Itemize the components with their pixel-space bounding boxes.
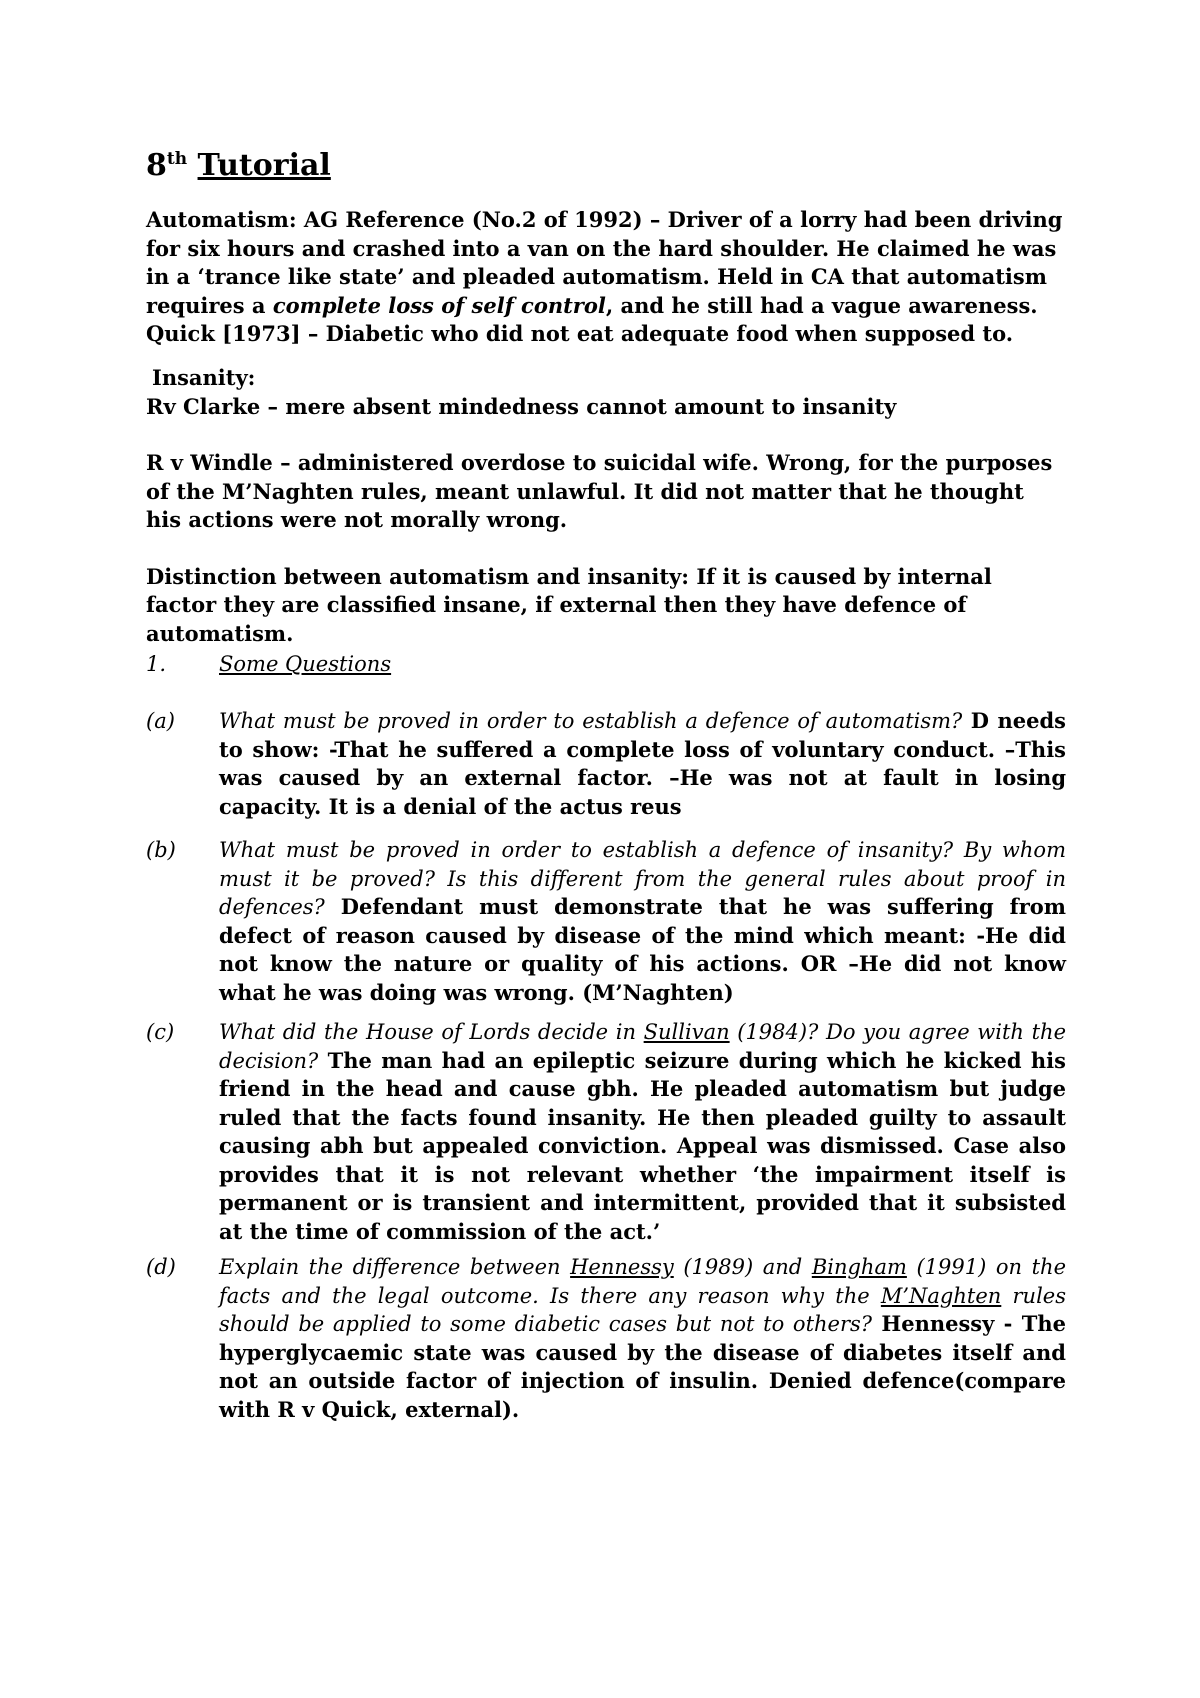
question-b-answer: Defendant must demonstrate that he was suffering from defect of reason caused by disease of the mind which meant: -He did not know the nature or quality of his actions. OR –He did not know what he was doing was wrong. (M’Naghten) [219, 894, 1066, 1005]
automatism-lead: Automatism: AG Reference (No.2 of 1992) – Driver of a lorry had been driving for six hours and crashed into a van on the hard shoulder. He claimed he was in a ‘trance like state’ and pleaded automatism. Held in CA that automatism requires a [146, 207, 1063, 318]
question-d-label: (d) [146, 1255, 176, 1279]
question-d-prompt-1: Explain the difference between [219, 1255, 571, 1279]
question-b-text [219, 836, 1066, 1007]
clarke-case: Rv Clarke – mere absent mindedness cannot amount to insanity [146, 393, 897, 419]
case-link-sullivan: Sullivan [643, 1020, 730, 1044]
question-d-answer: Hennessy - The hyperglycaemic state was caused by the disease of diabetes itself and not an outside factor of injection of insulin. Denied defence(compare with R v Quick, external). [219, 1311, 1066, 1422]
quick-case: Quick [1973] – Diabetic who did not eat adequate food when supposed to. [146, 321, 1014, 346]
question-c-text [219, 1018, 1066, 1246]
distinction-paragraph: Distinction between automatism and insanity: If it is caused by internal factor they are classified insane, if external then they have defence of automatism. [146, 563, 992, 646]
questions-number: 1. [146, 652, 167, 676]
question-d-prompt-4: rules should be applied to some diabetic cases but not to others? [219, 1283, 1066, 1336]
question-c-label: (c) [146, 1020, 175, 1044]
windle-case: R v Windle – administered overdose to suicidal wife. Wrong, for the purposes of the M’Naghten rules, meant unlawful. It did not matter that he thought his actions were not morally wrong. [146, 450, 1053, 532]
case-link-mnaghten: M’Naghten [880, 1283, 1002, 1308]
question-c-prompt-start: What did the House of Lords decide in [219, 1020, 644, 1044]
automatism-paragraph [146, 206, 1066, 320]
question-a-prompt: What must be proved in order to establish a defence of automatism? [219, 709, 963, 733]
question-b-label: (b) [146, 838, 176, 862]
questions-title: Some Questions [219, 652, 392, 676]
insanity-section [146, 364, 1066, 648]
question-d-prompt-2: (1989) and [673, 1255, 812, 1279]
automatism-tail: , and he still had a vague awareness. [605, 292, 1038, 318]
title-word: Tutorial [197, 148, 331, 183]
case-link-bingham: Bingham [811, 1255, 907, 1279]
automatism-section [146, 206, 1066, 349]
question-b-prompt: What must be proved in order to establish a defence of insanity? By whom must it be proved? Is this different from the general rules about proof in defences? [219, 838, 1066, 919]
page-title [146, 146, 331, 186]
question-a-answer: D needs to show: -That he suffered a complete loss of voluntary conduct. –This was caused by an external factor. –He was not at fault in losing capacity. It is a denial of the actus reus [219, 708, 1066, 819]
automatism-emphasis: complete loss of self control [272, 292, 606, 318]
title-number: 8 [146, 148, 167, 183]
question-a-label: (a) [146, 709, 175, 733]
title-superscript: th [166, 149, 188, 169]
question-a-text [219, 707, 1066, 821]
question-d-prompt-3: (1991) on the facts and the legal outcome. Is there any reason why the [219, 1255, 1067, 1308]
question-d-text [219, 1253, 1066, 1424]
case-link-hennessy: Hennessy [570, 1255, 674, 1279]
question-c-prompt-end: (1984)? Do you agree with the decision? [219, 1020, 1066, 1073]
question-c-answer: The man had an epileptic seizure during which he kicked his friend in the head and cause gbh. He pleaded automatism but judge ruled that the facts found insanity. He then pleaded guilty to assault causing abh but appealed conviction. Appeal was dismissed. Case also provides that it is not relevant whether ‘the impairment itself is permanent or is transient and intermittent, provided that it subsisted at the time of commission of the act.’ [219, 1047, 1066, 1244]
insanity-heading: Insanity: [152, 365, 256, 390]
